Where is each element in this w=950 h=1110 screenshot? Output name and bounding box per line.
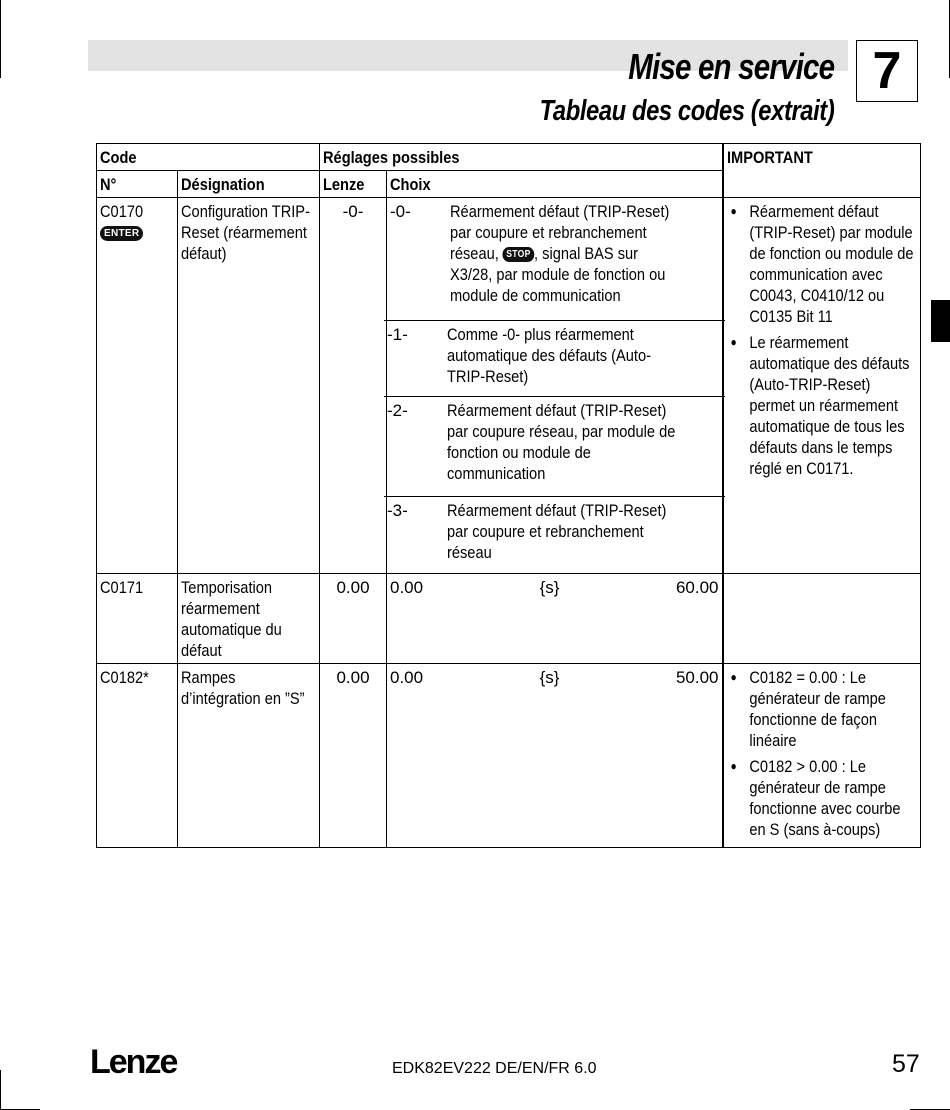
choice-option [384, 320, 725, 396]
choice-option [384, 396, 725, 496]
designation-cell [178, 198, 320, 574]
code-number: C0171 [100, 578, 144, 597]
enter-key-icon: ENTER [100, 226, 143, 241]
range-min: 0.00 [390, 578, 424, 597]
range-unit: {s} [539, 668, 560, 687]
important-item: ● C0182 = 0.00 : Le générateur de rampe fonctionne de façon linéaire [727, 667, 916, 751]
header-choice: Choix [387, 171, 723, 198]
page-number: 57 [892, 1050, 920, 1078]
choice-option [384, 496, 725, 573]
important-item: ● Le réarmement automatique des défauts (Auto-TRIP-Reset) permet un réarmement automatique de tous les défauts dans le temps réglé en C0171. [727, 332, 916, 479]
chapter-number: 7 [872, 42, 902, 100]
range-cell [387, 574, 723, 664]
header-number: N° [97, 171, 178, 198]
choice-text: Réarmement défaut (TRIP-Reset) par coupure et rebranchement réseau [447, 501, 667, 562]
choice-number: -3- [387, 501, 408, 520]
table-header-row [97, 144, 921, 171]
lenze-default-cell [320, 574, 387, 664]
range-unit: {s} [539, 578, 560, 597]
lenze-default: -0- [342, 202, 364, 221]
choice-cell [387, 198, 723, 574]
header-designation: Désignation [178, 171, 320, 198]
code-cell [97, 574, 178, 664]
code-number: C0170 [100, 202, 144, 221]
chapter-title: Mise en service [628, 46, 834, 87]
choice-text: Réarmement défaut (TRIP-Reset) par coupure réseau, par module de fonction ou module de communication [447, 401, 676, 483]
important-cell [723, 664, 921, 848]
crop-mark-bottom-left [0, 1070, 1, 1110]
choice-text: Réarmement défaut (TRIP-Reset) par coupure et rebranchement réseau, STOP , signal BAS sur X3/28, par module de fonction ou module de communication [450, 202, 670, 305]
code-cell [97, 664, 178, 848]
document-reference: EDK82EV222 DE/EN/FR 6.0 [392, 1060, 597, 1077]
choice-number: -1- [387, 325, 408, 344]
choice-text: Comme -0- plus réarmement automatique des défauts (Auto-TRIP-Reset) [447, 325, 651, 386]
important-list [727, 667, 916, 840]
table-row [97, 198, 921, 574]
range-max: 50.00 [675, 668, 719, 687]
important-list [727, 201, 916, 479]
header-important: IMPORTANT [723, 144, 921, 198]
important-cell [723, 198, 921, 574]
designation-text: Rampes d’intégration en ”S” [181, 668, 305, 708]
lenze-default: 0.00 [336, 668, 370, 687]
table-row [97, 664, 921, 848]
side-thumb-tab [931, 300, 950, 342]
header-settings: Réglages possibles [320, 144, 723, 171]
designation-text: Temporisation réarmement automatique du défaut [181, 578, 282, 660]
table-row [97, 574, 921, 664]
code-cell [97, 198, 178, 574]
important-item: ● C0182 > 0.00 : Le générateur de rampe fonctionne avec courbe en S (sans à-coups) [727, 756, 916, 840]
important-item: ● Réarmement défaut (TRIP-Reset) par module de fonction ou module de communication avec C0043, C0410/12 ou C0135 Bit 11 [727, 201, 916, 327]
choice-number: -2- [387, 401, 408, 420]
choice-option [387, 198, 722, 320]
choice-number: -0- [390, 202, 411, 221]
crop-mark-top-left [0, 0, 1, 78]
range-min: 0.00 [390, 668, 424, 687]
value-range [390, 667, 719, 688]
lenze-default-cell [320, 198, 387, 574]
value-range [390, 577, 719, 598]
code-number: C0182* [100, 668, 149, 687]
header-code: Code [97, 144, 320, 171]
range-cell [387, 664, 723, 848]
designation-cell [178, 664, 320, 848]
lenze-default: 0.00 [336, 578, 370, 597]
stop-key-icon: STOP [503, 247, 534, 262]
code-table [96, 143, 921, 848]
range-max: 60.00 [675, 578, 719, 597]
lenze-logo: Lenze [90, 1043, 177, 1081]
chapter-number-box [856, 40, 918, 102]
designation-text: Configuration TRIP-Reset (réarmement défaut) [181, 202, 310, 263]
lenze-default-cell [320, 664, 387, 848]
header-lenze: Lenze [320, 171, 387, 198]
important-cell [723, 574, 921, 664]
section-title: Tableau des codes (extrait) [539, 95, 834, 127]
designation-cell [178, 574, 320, 664]
